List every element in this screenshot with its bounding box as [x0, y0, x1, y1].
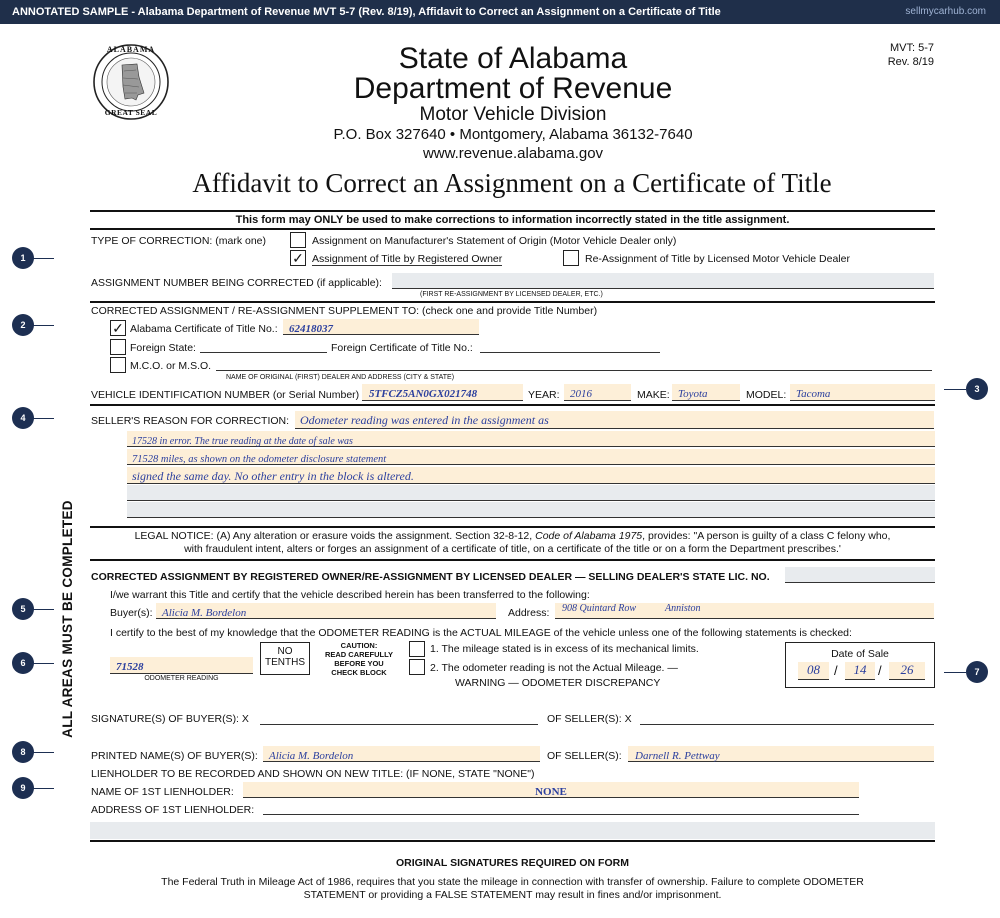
alabama-title-number: 62418037: [289, 323, 333, 335]
reason-line-2[interactable]: [127, 431, 935, 447]
printed-seller-field[interactable]: [628, 746, 934, 762]
caution-line-2: READ CAREFULLY: [324, 650, 394, 659]
dealer-license-field[interactable]: [785, 567, 935, 583]
checkbox-not-actual-mileage[interactable]: [409, 659, 425, 675]
banner-title: ANNOTATED SAMPLE - Alabama Department of Revenue MVT 5-7 (Rev. 8/19), Affidavit to Correct an Assignment on a Certificate of Title: [12, 6, 721, 18]
option-manufacturer-statement: Assignment on Manufacturer's Statement of Origin (Motor Vehicle Dealer only): [312, 235, 677, 247]
header-state: State of Alabama: [398, 42, 628, 75]
model-field[interactable]: [790, 384, 935, 401]
legal-notice-text-c: , provides: "A person is guilty of a class C felony who,: [642, 530, 891, 542]
year-label: YEAR:: [528, 389, 560, 401]
seller-signature-label: OF SELLER(S): X: [547, 713, 632, 725]
date-month-field[interactable]: 08: [798, 662, 829, 680]
warrant-text: I/we warrant this Title and certify that the vehicle described herein has been transferred to the following:: [110, 589, 590, 601]
assignment-number-note: (FIRST RE-ASSIGNMENT BY LICENSED DEALER, ETC.): [420, 291, 603, 298]
reason-line-4[interactable]: [127, 467, 935, 484]
printed-seller-label: OF SELLER(S):: [547, 750, 622, 762]
header-address: P.O. Box 327640 • Montgomery, Alabama 36132-7640: [333, 126, 693, 143]
date-year-field[interactable]: 26: [889, 662, 925, 680]
no-tenths-line-1: NO: [277, 646, 293, 657]
buyer-address-field[interactable]: [555, 603, 934, 619]
year-field[interactable]: [564, 384, 631, 401]
assignment-number-field[interactable]: [392, 273, 934, 289]
mco-label: M.C.O. or M.S.O.: [130, 360, 212, 372]
lienholder-heading: LIENHOLDER TO BE RECORDED AND SHOWN ON NEW TITLE: (IF NONE, STATE "NONE"): [91, 768, 535, 780]
statement-not-actual-mileage: 2. The odometer reading is not the Actual Mileage. —: [430, 662, 678, 674]
annotation-banner: [0, 0, 1000, 24]
banner-site: sellmycarhub.com: [905, 6, 986, 17]
marker-6: 6: [12, 652, 34, 674]
address-label: Address:: [508, 607, 550, 619]
foreign-state-field[interactable]: [200, 338, 327, 353]
buyer-label: Buyer(s):: [110, 607, 153, 619]
reason-text-3: 71528 miles, as shown on the odometer disclosure statement: [132, 454, 387, 465]
checkbox-foreign-state[interactable]: [110, 339, 126, 355]
seal-top-text: ALABAMA: [106, 45, 156, 54]
make-field[interactable]: [672, 384, 740, 401]
lienholder-name: NONE: [535, 786, 567, 798]
model-label: MODEL:: [746, 389, 787, 401]
legal-code-citation: Code of Alabama 1975: [535, 530, 643, 542]
side-label: ALL AREAS MUST BE COMPLETED: [60, 500, 75, 738]
header-department: Department of Revenue: [353, 72, 673, 105]
statement-mechanical-limits: 1. The mileage stated is in excess of its mechanical limits.: [430, 643, 699, 655]
caution-note: [318, 641, 400, 677]
printed-buyer-name: Alicia M. Bordelon: [269, 750, 354, 762]
printed-buyer-field[interactable]: [263, 746, 540, 762]
header-website: www.revenue.alabama.gov: [422, 145, 604, 162]
vin-value: 5TFCZ5AN0GX021748: [369, 388, 478, 400]
footer-heading: ORIGINAL SIGNATURES REQUIRED ON FORM: [396, 857, 629, 869]
legal-notice-line-2: with fraudulent intent, alters or forges an assignment of a certificate of title, on a certificate of the title or on a form the Department prescribes.': [184, 543, 841, 555]
legal-notice-text-a: LEGAL NOTICE: (A) Any alteration or erasure voids the assignment. Section 32-8-12,: [134, 530, 536, 542]
make-value: Toyota: [678, 388, 708, 400]
date-day-field[interactable]: 14: [845, 662, 875, 680]
reason-text-2: 17528 in error. The true reading at the date of sale was: [132, 436, 353, 447]
lienholder-address-field[interactable]: [263, 800, 859, 815]
odometer-value: 71528: [116, 661, 144, 673]
odometer-warning: WARNING — ODOMETER DISCREPANCY: [455, 677, 661, 689]
marker-1: 1: [12, 247, 34, 269]
marker-4: 4: [12, 407, 34, 429]
vin-label: VEHICLE IDENTIFICATION NUMBER (or Serial Number): [91, 389, 360, 401]
buyer-address-street: 908 Quintard Row: [562, 603, 637, 614]
checkbox-mechanical-limits[interactable]: [409, 641, 425, 657]
mco-dealer-field[interactable]: [216, 356, 932, 371]
buyer-address-city: Anniston: [665, 603, 701, 614]
marker-2: 2: [12, 314, 34, 336]
lienholder-name-field[interactable]: [243, 782, 859, 798]
make-label: MAKE:: [637, 389, 670, 401]
year-value: 2016: [570, 388, 592, 400]
caution-line-1: CAUTION:: [340, 641, 378, 650]
option-registered-owner: Assignment of Title by Registered Owner: [312, 253, 503, 265]
checkbox-alabama-title[interactable]: ✓: [110, 320, 126, 336]
lienholder-name-label: NAME OF 1ST LIENHOLDER:: [91, 786, 234, 798]
date-separator-2: /: [878, 663, 882, 678]
option-dealer-reassignment: Re-Assignment of Title by Licensed Motor Vehicle Dealer: [585, 253, 850, 265]
usage-notice: This form may ONLY be used to make corrections to information incorrectly stated in the title assignment.: [235, 214, 790, 226]
owner-section-heading: CORRECTED ASSIGNMENT BY REGISTERED OWNER/RE-ASSIGNMENT BY LICENSED DEALER — SELLING DEALER'S STATE LIC. NO.: [91, 571, 770, 583]
reason-text-1: Odometer reading was entered in the assignment as: [300, 413, 549, 427]
foreign-state-label: Foreign State:: [130, 342, 196, 354]
printed-buyer-label: PRINTED NAME(S) OF BUYER(S):: [91, 750, 258, 762]
reason-line-3[interactable]: [127, 449, 935, 465]
reason-line-6[interactable]: [127, 502, 935, 518]
lienholder-address-label: ADDRESS OF 1ST LIENHOLDER:: [91, 804, 255, 816]
seal-bottom-text: GREAT SEAL: [104, 108, 158, 117]
odometer-label: ODOMETER READING: [144, 675, 219, 682]
alabama-title-field[interactable]: [283, 319, 479, 335]
marker-7: 7: [966, 661, 988, 683]
caution-line-4: CHECK BLOCK: [331, 668, 387, 677]
model-value: Tacoma: [796, 388, 831, 400]
printed-seller-name: Darnell R. Pettway: [635, 750, 720, 762]
odometer-field[interactable]: [110, 657, 253, 674]
caution-line-3: BEFORE YOU: [334, 659, 384, 668]
odometer-certify-text: I certify to the best of my knowledge that the ODOMETER READING is the ACTUAL MILEAGE of the vehicle unless one of the following statements is checked:: [110, 627, 852, 639]
reason-line-1[interactable]: [295, 411, 934, 429]
supplement-label: CORRECTED ASSIGNMENT / RE-ASSIGNMENT SUPPLEMENT TO: (check one and provide Title Number): [91, 305, 598, 317]
checkbox-dealer-reassignment[interactable]: [563, 250, 579, 266]
no-tenths-box: [260, 642, 310, 675]
marker-3: 3: [966, 378, 988, 400]
checkbox-registered-owner[interactable]: ✓: [290, 250, 306, 266]
marker-5: 5: [12, 598, 34, 620]
reason-text-4: signed the same day. No other entry in the block is altered.: [132, 469, 414, 483]
date-of-sale-label: Date of Sale: [831, 648, 889, 660]
alabama-title-label: Alabama Certificate of Title No.:: [130, 323, 278, 335]
seller-signature-field[interactable]: [640, 710, 934, 725]
checkbox-mco[interactable]: [110, 357, 126, 373]
buyer-signature-field[interactable]: [260, 710, 538, 725]
no-tenths-line-2: TENTHS: [265, 657, 305, 668]
marker-9: 9: [12, 777, 34, 799]
legal-notice-line-1: [90, 530, 935, 542]
form-title: Affidavit to Correct an Assignment on a Certificate of Title: [192, 168, 832, 198]
foreign-title-field[interactable]: [480, 338, 660, 353]
form-number: MVT: 5-7: [889, 42, 934, 54]
reason-line-5[interactable]: [127, 485, 935, 501]
type-of-correction-label: TYPE OF CORRECTION: (mark one): [91, 235, 267, 247]
marker-8: 8: [12, 741, 34, 763]
reason-label: SELLER'S REASON FOR CORRECTION:: [91, 415, 290, 427]
lienholder-address-line-2[interactable]: [90, 822, 935, 839]
buyer-field[interactable]: [156, 603, 496, 619]
footer-text-1: The Federal Truth in Mileage Act of 1986, requires that you state the mileage in connection with transfer of ownership. Failure to complete ODOMETER: [161, 876, 864, 888]
vin-field[interactable]: [362, 384, 523, 401]
checkbox-manufacturer-statement[interactable]: [290, 232, 306, 248]
form-revision: Rev. 8/19: [887, 56, 934, 68]
buyer-name: Alicia M. Bordelon: [162, 607, 247, 619]
mco-note: NAME OF ORIGINAL (FIRST) DEALER AND ADDRESS (CITY & STATE): [226, 374, 455, 381]
date-separator-1: /: [834, 663, 838, 678]
header-division: Motor Vehicle Division: [419, 104, 607, 125]
assignment-number-label: ASSIGNMENT NUMBER BEING CORRECTED (if applicable):: [91, 277, 382, 289]
footer-text-2: STATEMENT or providing a FALSE STATEMENT may result in fines and/or imprisonment.: [303, 889, 722, 901]
foreign-title-label: Foreign Certificate of Title No.:: [331, 342, 473, 354]
buyer-signature-label: SIGNATURE(S) OF BUYER(S): X: [91, 713, 249, 725]
